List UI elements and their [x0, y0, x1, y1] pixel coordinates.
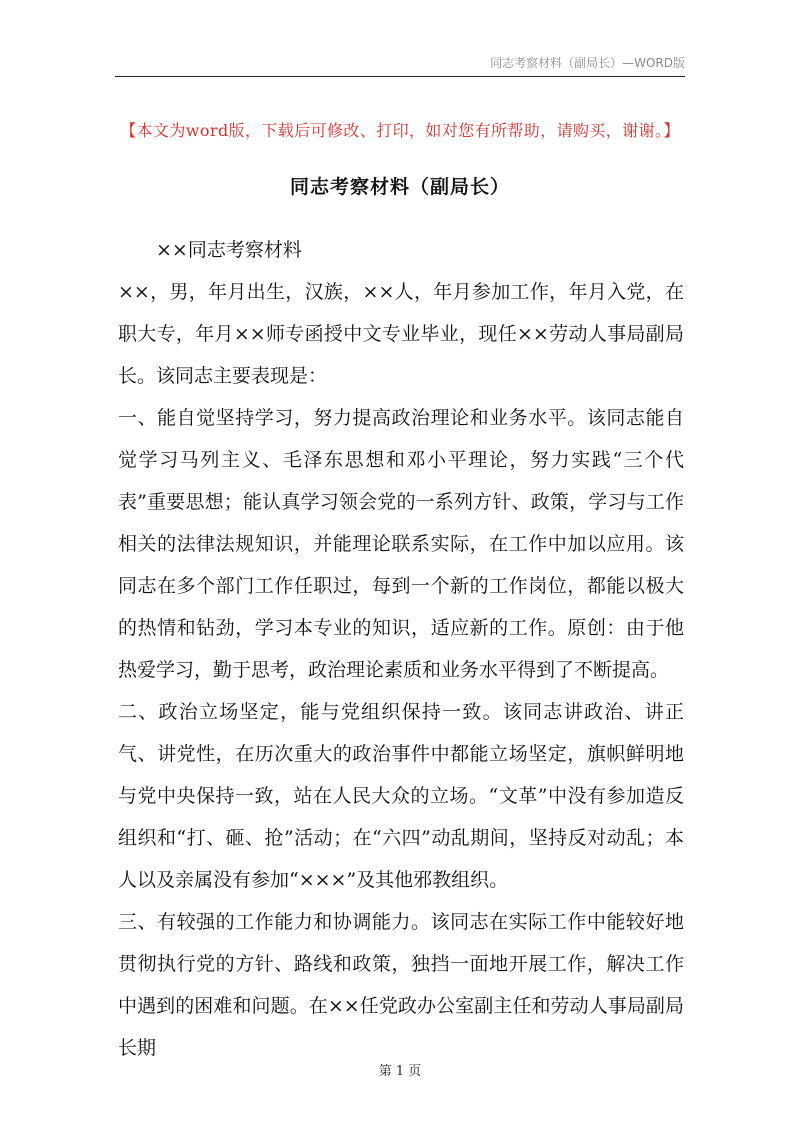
- running-header: 同志考察材料（副局长）—WORD版: [490, 56, 685, 70]
- header-divider: [115, 76, 685, 77]
- paragraph-intro: ××，男，年月出生，汉族，××人，年月参加工作，年月入党，在职大专，年月××师专函授中文专业毕业，现任××劳动人事局副局长。该同志主要表现是：: [118, 281, 684, 387]
- paragraph-politics: 二、政治立场坚定，能与党组织保持一致。该同志讲政治、讲正气、讲党性，在历次重大的政治事件中都能立场坚定，旗帜鲜明地与党中央保持一致，站在人民大众的立场。“文革”中没有参加造反组织和“打、砸、抢”活动；在“六四”动乱期间，坚持反对动乱；本人以及亲属没有参加“×××”及其他邪教组织。: [118, 701, 684, 891]
- page-number: 第 1 页: [378, 1064, 422, 1079]
- subject-line: ××同志考察材料: [156, 239, 302, 261]
- purchase-notice: 【本文为word版，下载后可修改、打印，如对您有所帮助，请购买，谢谢。】: [120, 121, 680, 140]
- paragraph-study: 一、能自觉坚持学习，努力提高政治理论和业务水平。该同志能自觉学习马列主义、毛泽东思想和邓小平理论，努力实践“三个代表”重要思想；能认真学习领会党的一系列方针、政策，学习与工作相关的法律法规知识，并能理论联系实际，在工作中加以应用。该同志在多个部门工作任职过，每到一个新的工作岗位，都能以极大的热情和钻劲，学习本专业的知识，适应新的工作。原创：由于他热爱学习，勤于思考，政治理论素质和业务水平得到了不断提高。: [118, 407, 684, 681]
- document-title: 同志考察材料（副局长）: [289, 176, 510, 198]
- paragraph-ability: 三、有较强的工作能力和协调能力。该同志在实际工作中能较好地贯彻执行党的方针、路线和政策，独挡一面地开展工作，解决工作中遇到的困难和问题。在××任党政办公室副主任和劳动人事局副局长期: [118, 911, 684, 1059]
- document-body: [118, 229, 684, 1069]
